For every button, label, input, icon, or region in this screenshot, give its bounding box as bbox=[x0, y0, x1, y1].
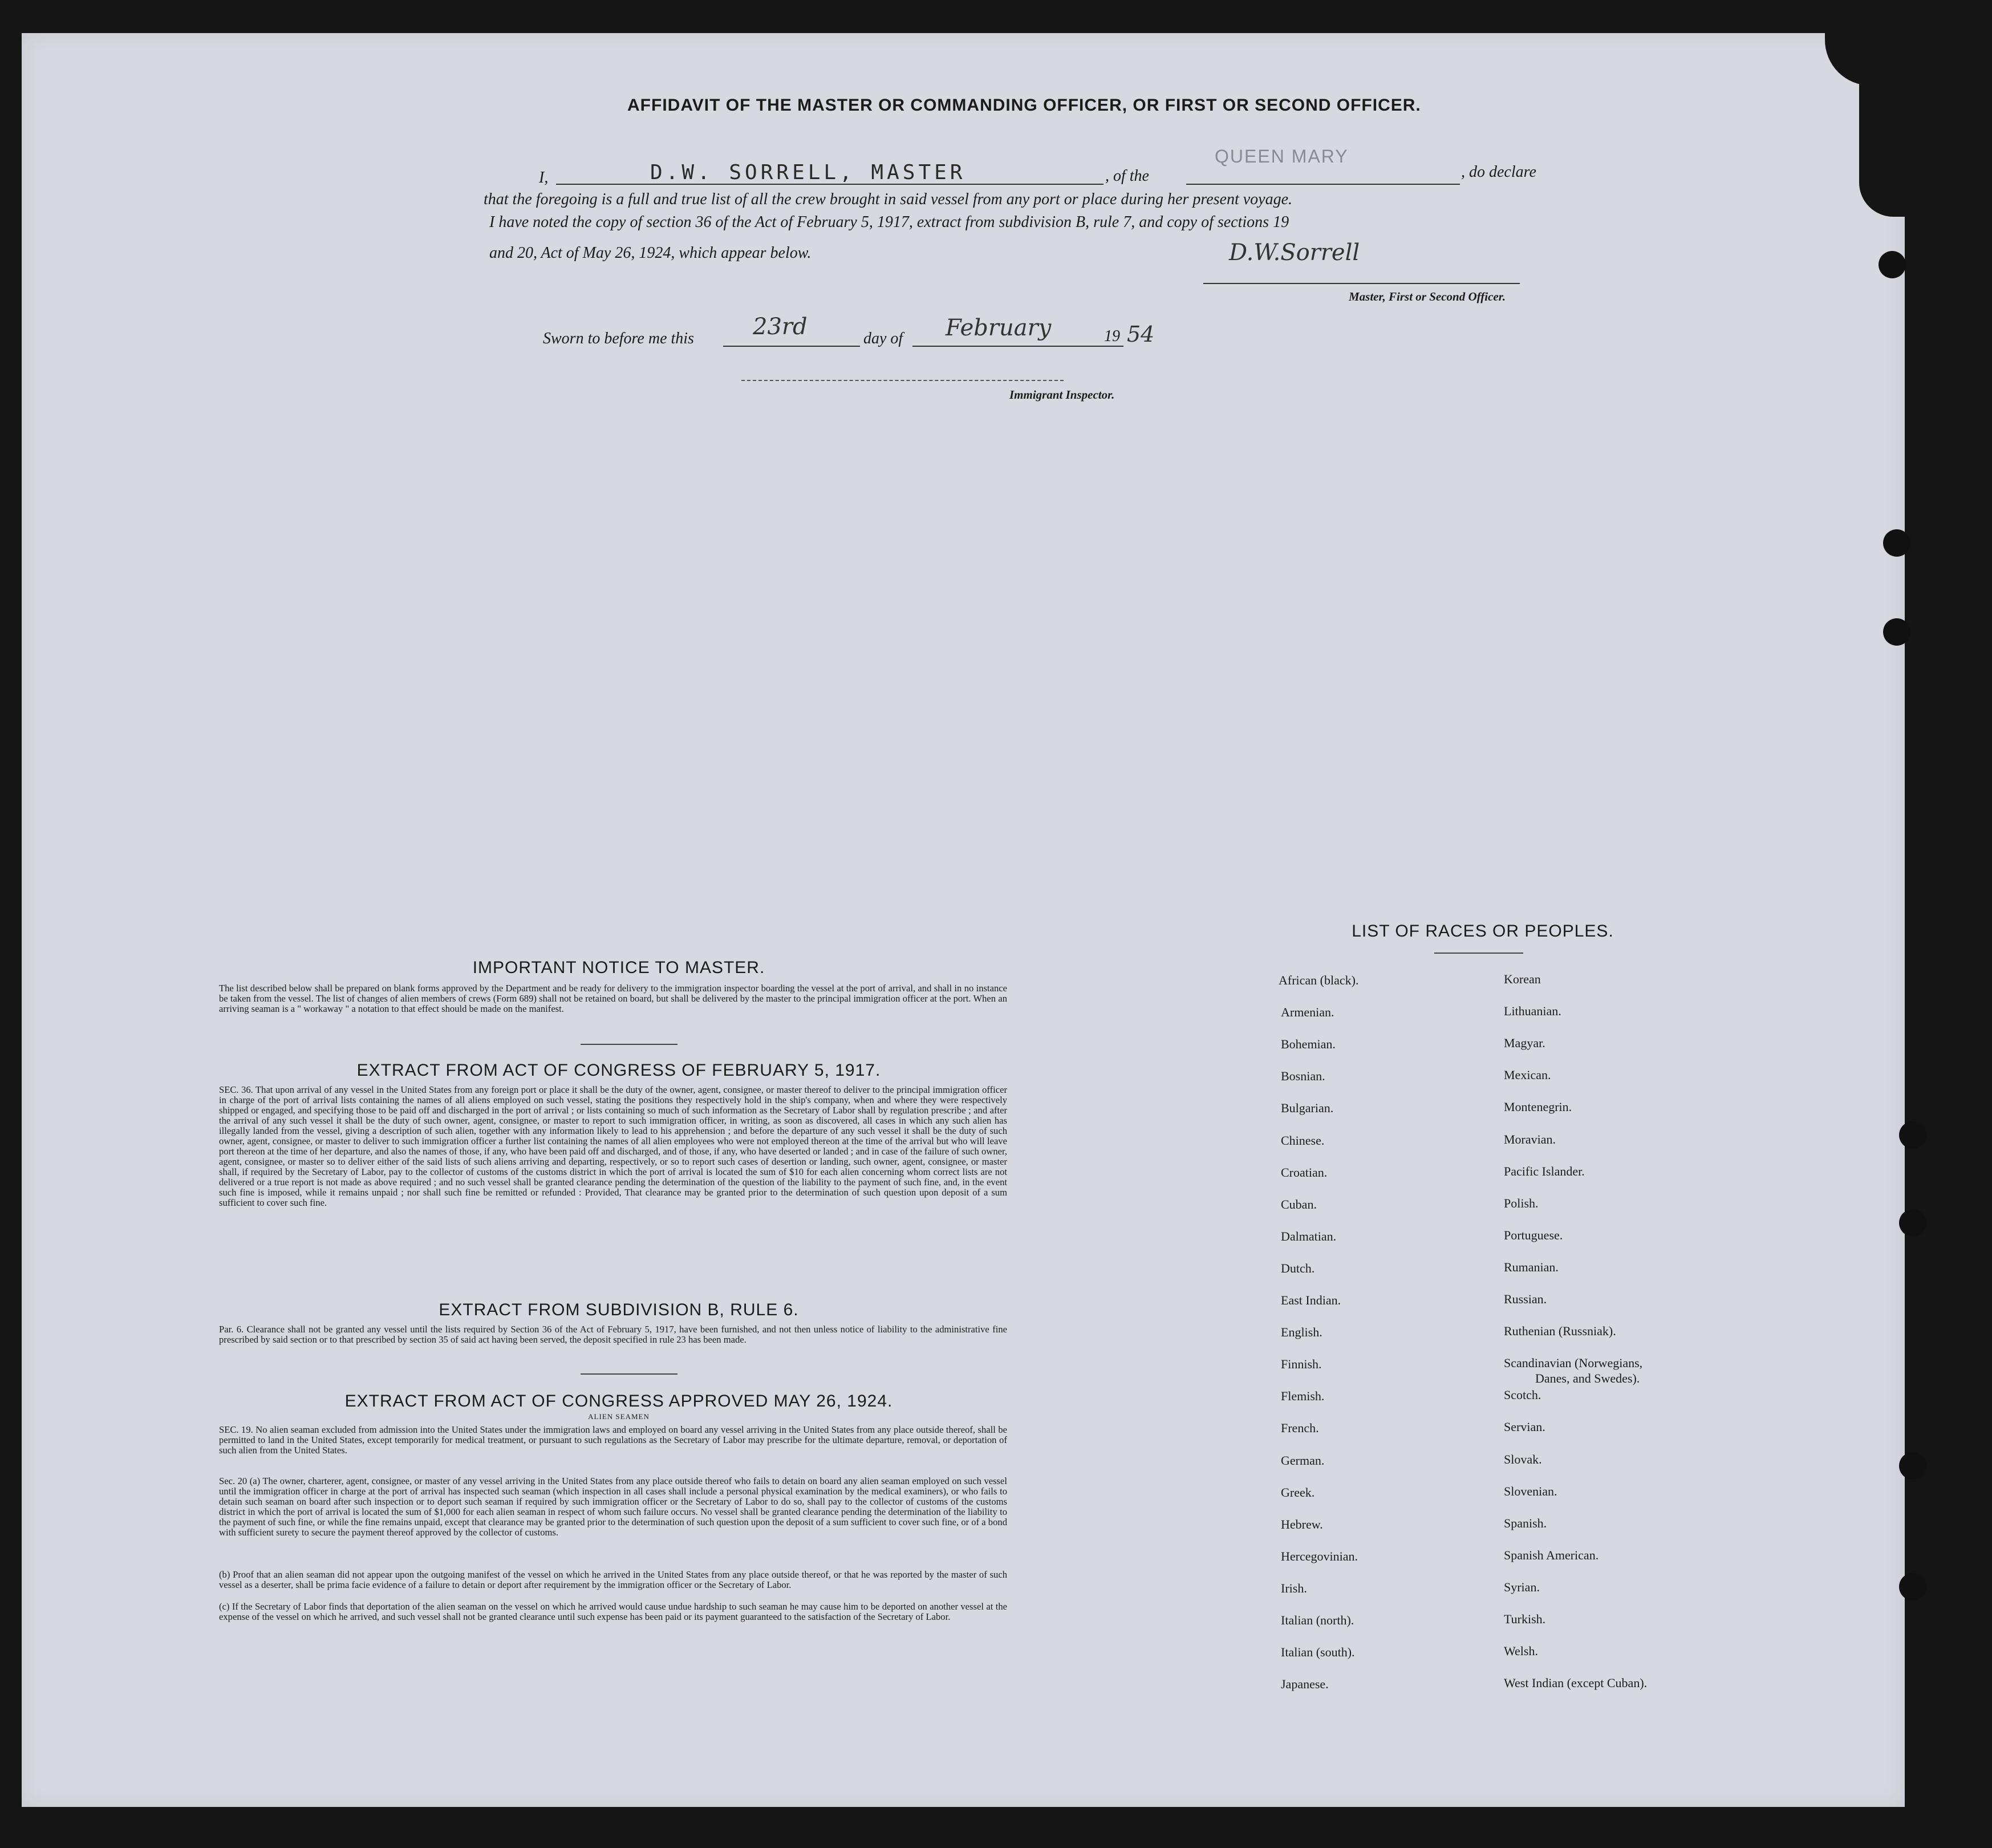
race-item: Bulgarian. bbox=[1281, 1101, 1334, 1115]
race-item: Armenian. bbox=[1281, 1005, 1334, 1019]
vessel-line bbox=[1186, 184, 1460, 185]
affidavit-title: AFFIDAVIT OF THE MASTER OR COMMANDING OFFICER, OR FIRST OR SECOND OFFICER. bbox=[627, 96, 1421, 115]
race-item: English. bbox=[1281, 1325, 1322, 1339]
race-item: Slovenian. bbox=[1504, 1484, 1557, 1498]
signature-line bbox=[1203, 283, 1520, 284]
race-item: Bohemian. bbox=[1281, 1037, 1336, 1051]
punch-hole bbox=[1899, 1452, 1926, 1480]
sworn-month-handwritten: February bbox=[946, 315, 1052, 341]
race-item: Turkish. bbox=[1504, 1612, 1546, 1626]
sworn-day-handwritten: 23rd bbox=[753, 314, 808, 340]
day-line bbox=[723, 346, 860, 347]
race-item: Croatian. bbox=[1281, 1165, 1328, 1180]
torn-edge bbox=[1859, 68, 1916, 217]
inspector-signature-line bbox=[741, 380, 1064, 381]
race-item: Hebrew. bbox=[1281, 1517, 1323, 1531]
race-item: Dutch. bbox=[1281, 1261, 1315, 1275]
document-sheet bbox=[22, 33, 1905, 1807]
race-item: Welsh. bbox=[1504, 1644, 1538, 1658]
race-item: Polish. bbox=[1504, 1196, 1539, 1210]
race-item: Italian (north). bbox=[1281, 1613, 1354, 1627]
punch-hole bbox=[1899, 1573, 1926, 1600]
notice-text: The list described below shall be prepared on blank forms approved by the Department and be ready for delivery to the immigration inspector boarding the vessel at the port of arrival, and shall in no instance be taken from the vessel. The list of changes of alien members of crews (Form 689) shall not be retained on board, but shall be delivered by the master to the principal immigration officer at the port. When an arriving seaman is a " workaway " a notation to that effect should be made on the manifest. bbox=[219, 983, 1007, 1014]
race-item: Scotch. bbox=[1504, 1388, 1541, 1402]
races-heading: LIST OF RACES OR PEOPLES. bbox=[1352, 922, 1614, 941]
race-item: Spanish American. bbox=[1504, 1548, 1599, 1562]
of-the-label: , of the bbox=[1105, 167, 1149, 185]
day-of-label: day of bbox=[863, 330, 903, 347]
master-signature: D.W.Sorrell bbox=[1229, 240, 1360, 266]
extract-1917-text: SEC. 36. That upon arrival of any vessel in the United States from any foreign port or place it shall be the duty of the owner, agent, consignee, or master thereof to deliver to the principal immigration officer in charge of the port of arrival lists containing the names of all aliens employed on such vessel, stating the positions they respectively hold in the ship's company, when and where they were respectively shipped or engaged, and specifying those to be paid off and discharged in the port of arrival ; or lists containing so much of such information as the Secretary of Labor shall by regulation prescribe ; and after the arrival of any such vessel it shall be the duty of such owner, agent, consignee, or master to report to such immigration officer, in writing, as soon as discovered, all cases in which any such alien has illegally landed from the vessel, giving a description of such alien, together with any information likely to lead to his apprehension ; and before the departure of any such vessel it shall be the duty of such owner, agent, consignee, or master to deliver to such immigration officer a further list containing the names of all alien employees who were not employed thereon at the time of the arrival but who will leave port thereon at the time of her departure, and also the names of those, if any, who have been paid off and discharged, and of those, if any, who have deserted or landed ; and in case of the failure of such owner, agent, consignee, or master so to deliver either of the said lists of such aliens arriving and departing, respectively, or so to report such cases of desertion or landing, such owner, agent, consignee, or master shall, if required by the Secretary of Labor, pay to the collector of customs of the customs district in which the port of arrival is located the sum of $10 for each alien concerning whom correct lists are not delivered or a true report is not made as above required ; and no such vessel shall be granted clearance pending the determination of the question of the liability to the payment of such fine, and, in the event such fine is imposed, while it remains unpaid ; nor shall such fine be remitted or refunded : Provided, That clearance may be granted prior to the determination of such question upon deposit of a sum sufficient to cover such fine. bbox=[219, 1084, 1007, 1208]
divider bbox=[581, 1373, 677, 1375]
notice-heading: IMPORTANT NOTICE TO MASTER. bbox=[472, 958, 765, 977]
race-item: Finnish. bbox=[1281, 1357, 1322, 1371]
sec-20b-text: (b) Proof that an alien seaman did not appear upon the outgoing manifest of the vessel on which he arrived in the United States from any place outside thereof, or that he was reported by the master of such vessel as a deserter, shall be prima facie evidence of a failure to detain or deport after requirement by the immigration officer or the Secretary of Labor. bbox=[219, 1569, 1007, 1590]
race-item: Japanese. bbox=[1281, 1677, 1329, 1691]
punch-hole bbox=[1883, 618, 1910, 646]
race-item: Russian. bbox=[1504, 1292, 1547, 1306]
year-handwritten: 54 bbox=[1127, 322, 1155, 347]
declaration-line-3: I have noted the copy of section 36 of the Act of February 5, 1917, extract from subdivision B, rule 7, and copy of sections 19 bbox=[489, 213, 1289, 231]
alien-seamen-subheading: ALIEN SEAMEN bbox=[588, 1412, 650, 1421]
do-declare-label: , do declare bbox=[1461, 163, 1536, 181]
declaration-line-4: and 20, Act of May 26, 1924, which appear below. bbox=[489, 244, 812, 262]
month-line bbox=[912, 346, 1123, 347]
i-label: I, bbox=[539, 169, 549, 187]
punch-hole bbox=[1879, 251, 1906, 278]
race-item: Scandinavian (Norwegians, bbox=[1504, 1356, 1643, 1370]
divider bbox=[581, 1044, 677, 1045]
race-item: East Indian. bbox=[1281, 1293, 1341, 1307]
punch-hole bbox=[1899, 1209, 1926, 1237]
race-item: Pacific Islander. bbox=[1504, 1164, 1585, 1178]
race-item: Syrian. bbox=[1504, 1580, 1540, 1594]
extract-1917-heading: EXTRACT FROM ACT OF CONGRESS OF FEBRUARY 5, 1917. bbox=[356, 1061, 881, 1080]
race-item: Italian (south). bbox=[1281, 1645, 1355, 1659]
sec-20a-text: Sec. 20 (a) The owner, charterer, agent, consignee, or master of any vessel arriving in the United States from any place outside thereof who fails to detain on board any alien seaman employed on such vessel until the immigration officer in charge at the port of arrival has inspected such seaman (which inspection in all cases shall include a personal physical examination by the medical examiners), or who fails to detain such seaman on board after such inspection or to deport such seaman if required by such immigration officer or the Secretary of Labor to do so, shall pay to the collector of customs of the customs district in which the port of arrival is located the sum of $1,000 for each alien seaman in respect of whom such failure occurs. No vessel shall be granted clearance pending the determination of the liability to the payment of such fine, or while the fine remains unpaid, except that clearance may be granted prior to the determination of such question upon the deposit of a sum sufficient to cover such fine, or of a bond with sufficient surety to secure the payment thereof approved by the collector of customs. bbox=[219, 1476, 1007, 1538]
race-item: Rumanian. bbox=[1504, 1260, 1559, 1274]
punch-hole bbox=[1899, 1121, 1926, 1149]
race-item: Lithuanian. bbox=[1504, 1004, 1561, 1018]
race-item: Mexican. bbox=[1504, 1068, 1551, 1082]
extract-1924-heading: EXTRACT FROM ACT OF CONGRESS APPROVED MAY 26, 1924. bbox=[344, 1392, 893, 1411]
race-item: Cuban. bbox=[1281, 1197, 1317, 1211]
race-item: Dalmatian. bbox=[1281, 1229, 1337, 1243]
race-item: German. bbox=[1281, 1453, 1325, 1468]
race-item: Portuguese. bbox=[1504, 1228, 1563, 1242]
extract-rule6-heading: EXTRACT FROM SUBDIVISION B, RULE 6. bbox=[439, 1300, 799, 1319]
race-item: Montenegrin. bbox=[1504, 1100, 1572, 1114]
race-item: Magyar. bbox=[1504, 1036, 1545, 1050]
race-item: French. bbox=[1281, 1421, 1319, 1435]
race-item: West Indian (except Cuban). bbox=[1504, 1676, 1648, 1690]
race-item: Ruthenian (Russniak). bbox=[1504, 1324, 1616, 1338]
signature-caption: Master, First or Second Officer. bbox=[1349, 290, 1506, 303]
race-item: Korean bbox=[1504, 972, 1541, 986]
race-item: Servian. bbox=[1504, 1420, 1545, 1434]
race-item: Slovak. bbox=[1504, 1452, 1542, 1466]
race-item: African (black). bbox=[1279, 973, 1359, 987]
race-item: Flemish. bbox=[1281, 1389, 1325, 1403]
master-name-handwritten: D.W. SORRELL, MASTER bbox=[650, 161, 966, 184]
sworn-label: Sworn to before me this bbox=[543, 330, 694, 347]
vessel-name-stamp: QUEEN MARY bbox=[1215, 146, 1349, 167]
inspector-caption: Immigrant Inspector. bbox=[1009, 388, 1115, 402]
extract-rule6-text: Par. 6. Clearance shall not be granted any vessel until the lists required by Section 36 of the Act of February 5, 1917, have been furnished, and not then unless notice of liability to the administrative fine prescribed by said section or to that prescribed by section 35 of said act having been served, the deposit specified in rule 23 has been made. bbox=[219, 1324, 1007, 1345]
race-item: Hercegovinian. bbox=[1281, 1549, 1358, 1563]
name-line bbox=[556, 184, 1103, 185]
race-item: Bosnian. bbox=[1281, 1069, 1325, 1083]
race-item-continuation: Danes, and Swedes). bbox=[1535, 1371, 1640, 1385]
sec-19-text: SEC. 19. No alien seaman excluded from admission into the United States under the immigration laws and employed on board any vessel arriving in the United States from any place outside thereof, shall be permitted to land in the United States, except temporarily for medical treatment, or pursuant to such regulations as the Secretary of Labor may prescribe for the ultimate departure, removal, or deportation of such alien from the United States. bbox=[219, 1424, 1007, 1456]
sec-20c-text: (c) If the Secretary of Labor finds that deportation of the alien seaman on the vessel on which he arrived would cause undue hardship to such seaman he may cause him to be deported on another vessel at the expense of the vessel on which he arrived, and such vessel shall not be granted clearance until such expense has been paid or its payment guaranteed to the satisfaction of the Secretary of Labor. bbox=[219, 1601, 1007, 1622]
punch-hole bbox=[1883, 529, 1910, 557]
race-item: Spanish. bbox=[1504, 1516, 1547, 1530]
declaration-line-2: that the foregoing is a full and true list of all the crew brought in said vessel from any port or place during her present voyage. bbox=[484, 191, 1293, 208]
race-item: Moravian. bbox=[1504, 1132, 1556, 1146]
race-item: Chinese. bbox=[1281, 1133, 1325, 1148]
year-prefix: 19 bbox=[1104, 327, 1120, 345]
race-item: Greek. bbox=[1281, 1485, 1315, 1500]
race-item: Irish. bbox=[1281, 1581, 1307, 1595]
divider bbox=[1434, 953, 1523, 954]
